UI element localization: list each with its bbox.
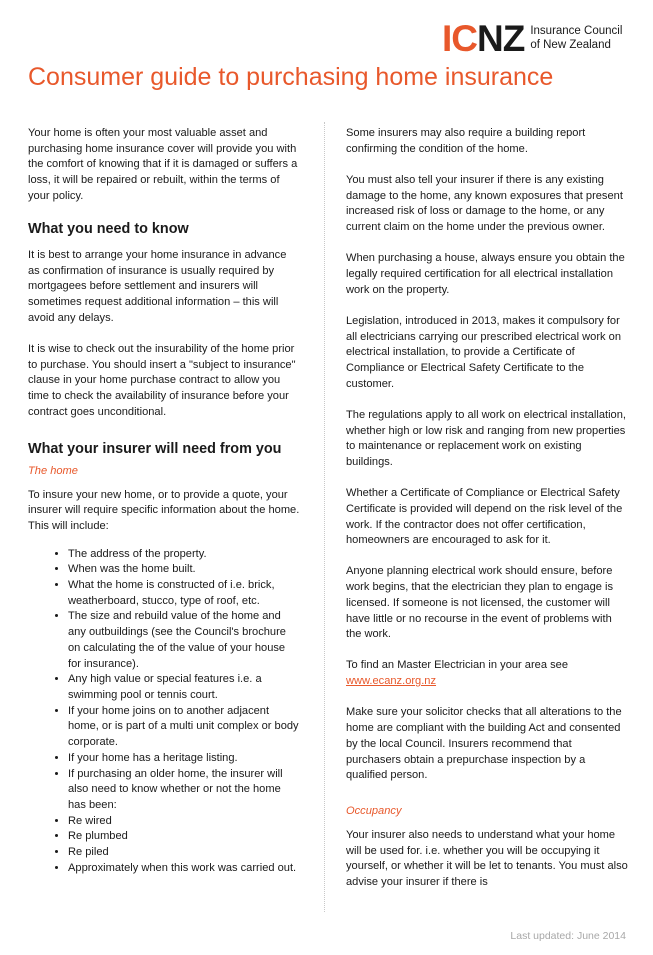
- list-item: • When was the home built.: [68, 562, 300, 578]
- intro-paragraph: Your home is often your most valuable asset and purchasing home insurance cover will provide you with the comfort of knowing that if it is damaged or suffers a loss, it will be repaired or rebuilt, within the terms of your policy.: [28, 127, 298, 202]
- list-item: • Re plumbed: [68, 829, 300, 845]
- logo-line-2: of New Zealand: [530, 39, 611, 51]
- list-item: • If your home has a heritage listing.: [68, 751, 300, 767]
- existing-damage-paragraph: You must also tell your insurer if there is any existing damage to the home, any known exposures that present increased risk of loss or damage to the home, or any current claim on the home under the previous owner.: [346, 173, 623, 234]
- list-item: • If purchasing an older home, the insurer will also need to know whether or not the home has been:: [68, 767, 300, 814]
- certificate-paragraph: Whether a Certificate of Compliance or Electrical Safety Certificate is provided will depend on the risk level of the work. If the contractor does not offer certification, homeowners are encouraged to ask for it.: [346, 487, 623, 547]
- list-item: • The address of the property.: [68, 547, 300, 563]
- subheading-the-home: The home: [28, 464, 78, 477]
- page-title: Consumer guide to purchasing home insurance: [28, 63, 554, 91]
- heading-what-you-need-to-know: What you need to know: [28, 221, 189, 238]
- certification-paragraph: When purchasing a house, always ensure you obtain the legally required certification for all electrical installation work on the property.: [346, 252, 625, 296]
- home-paragraph: To insure your new home, or to provide a quote, your insurer will require specific information about the home. This will include:: [28, 488, 300, 532]
- logo-line-1: Insurance Council: [530, 25, 623, 37]
- heading-what-your-insurer-needs: What your insurer will need from you: [28, 440, 282, 457]
- list-item: • If your home joins on to another adjacent home, or is part of a multi unit complex or body corporate.: [68, 704, 300, 751]
- regulations-paragraph: The regulations apply to all work on electrical installation, whether high or low risk and ranging from new properties to maintenance or replacement work on existing buildings.: [346, 408, 626, 468]
- logo-text: [530, 24, 622, 52]
- column-divider: [324, 122, 325, 912]
- logo-nz: NZ: [477, 17, 525, 59]
- logo-ic: IC: [442, 17, 477, 59]
- solicitor-paragraph: Make sure your solicitor checks that all alterations to the home are compliant with the building Act and consented by the local Council. Insurers recommend that purchasers obtain a prepurchase inspection by a qualified person.: [346, 706, 622, 782]
- ecanz-link[interactable]: www.ecanz.org.nz: [346, 675, 437, 688]
- find-electrician-text: To find an Master Electrician in your area see: [346, 659, 568, 672]
- licensed-electrician-paragraph: Anyone planning electrical work should ensure, before work begins, that the electrician they plan to engage is licensed. If someone is not licensed, the customer will have little or no recourse in the event of problems with the work.: [346, 565, 614, 641]
- occupancy-paragraph: Your insurer also needs to understand what your home will be used for. i.e. whether you will be occupying it yourself, or whether it will be let to tenants. You must also advise your insurer if there is: [346, 828, 628, 889]
- find-electrician-paragraph: [346, 658, 628, 689]
- home-info-list: [28, 547, 300, 877]
- icnz-logo: [442, 18, 622, 58]
- need-paragraph-1: It is best to arrange your home insurance in advance as confirmation of insurance is usually required by mortgagees before settlement and insurers will sometimes request additional information – this will avoid any delays.: [28, 249, 287, 324]
- list-item: • Re wired: [68, 814, 300, 830]
- last-updated: Last updated: June 2014: [510, 930, 626, 942]
- legislation-paragraph: Legislation, introduced in 2013, makes it compulsory for all electricians carrying our prescribed electrical work on electrical installation, to provide a Certificate of Compliance or Electrical Safety Certificate to the customer.: [346, 314, 621, 390]
- list-item: • The size and rebuild value of the home and any outbuildings (see the Council's brochure on calculating the of the value of your house for insurance).: [68, 609, 300, 672]
- building-report-paragraph: Some insurers may also require a building report confirming the condition of the home.: [346, 127, 586, 155]
- subheading-occupancy: Occupancy: [346, 804, 402, 817]
- list-item: • What the home is constructed of i.e. brick, weatherboard, stucco, type of roof, etc.: [68, 578, 300, 609]
- right-column: [346, 126, 628, 906]
- list-item: • Re piled: [68, 845, 300, 861]
- left-column: [28, 126, 300, 876]
- list-item: • Approximately when this work was carried out.: [68, 861, 300, 877]
- list-item: • Any high value or special features i.e. a swimming pool or tennis court.: [68, 672, 300, 703]
- need-paragraph-2: It is wise to check out the insurability of the home prior to purchase. You should insert a "subject to insurance" clause in your home purchase contract to allow you time to check the availability of insurance before your contract goes unconditional.: [28, 343, 296, 418]
- logo-mark: [442, 17, 525, 59]
